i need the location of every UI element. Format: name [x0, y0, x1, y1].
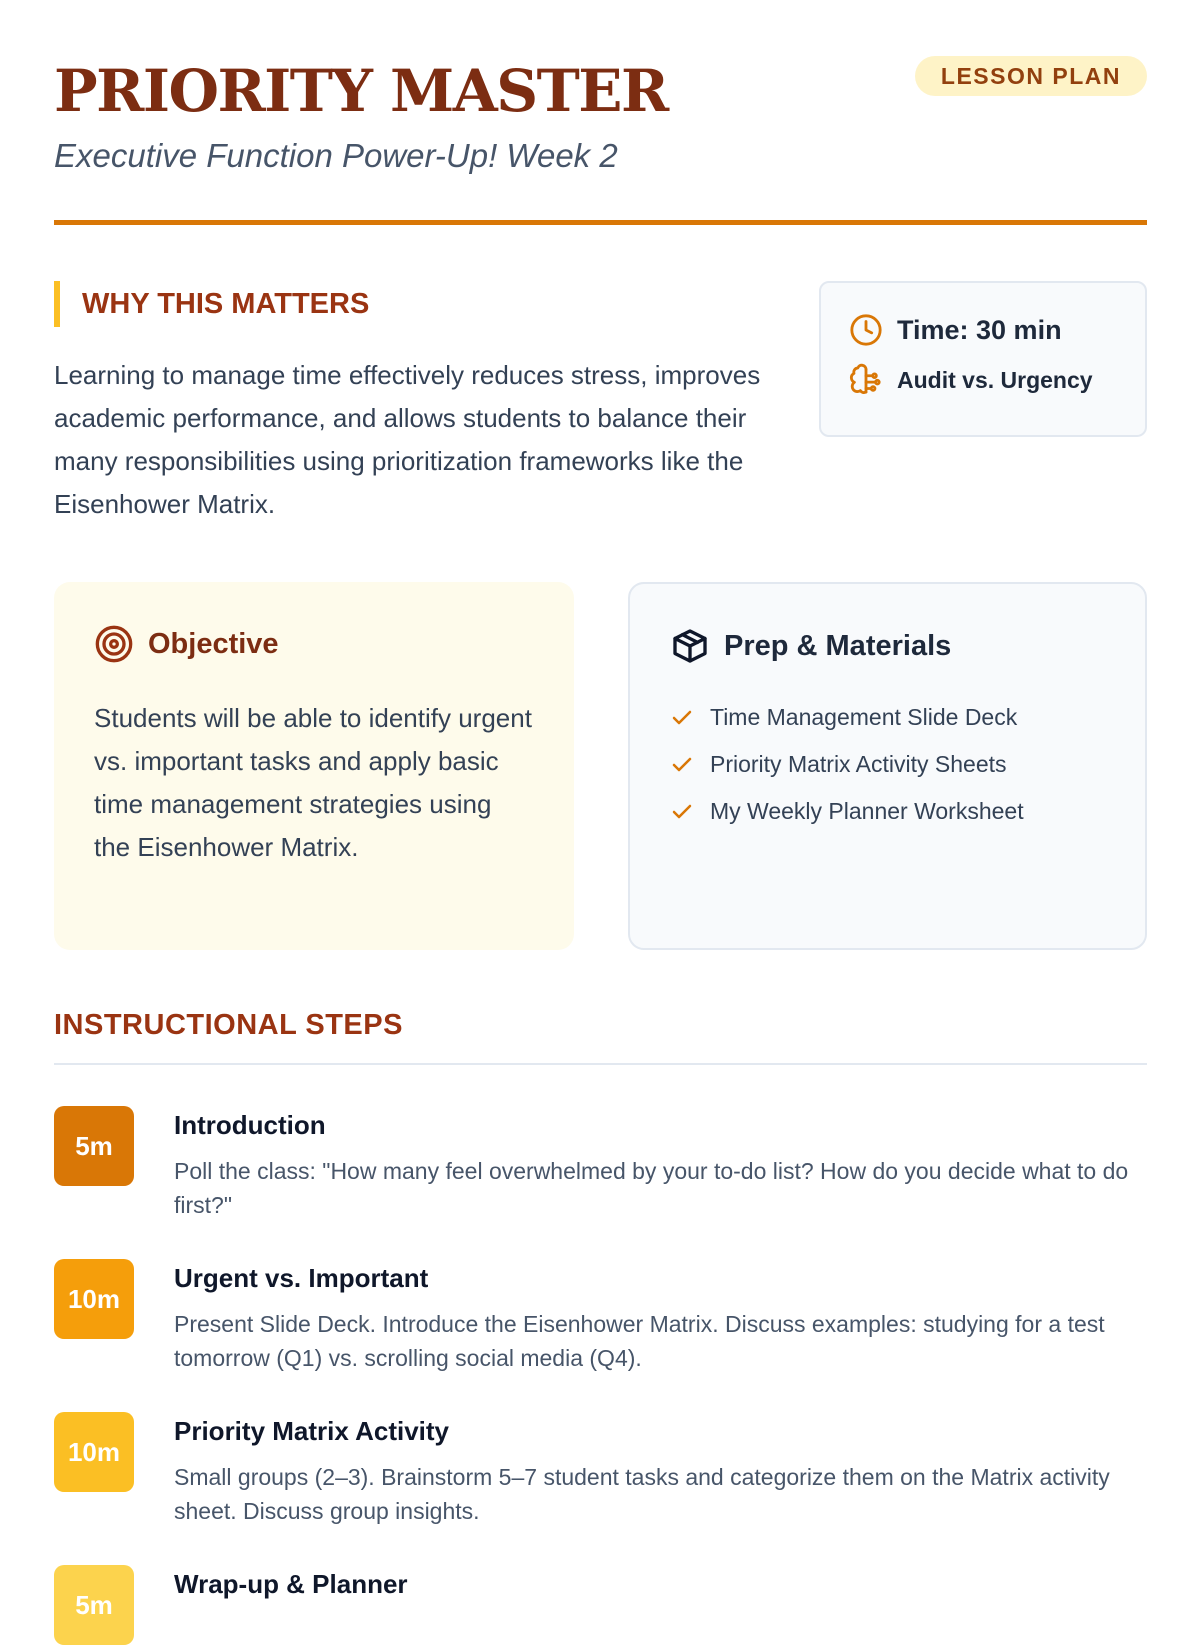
header	[54, 56, 1147, 226]
list-item	[670, 694, 1024, 741]
lesson-info-card	[819, 281, 1147, 437]
materials-list	[670, 694, 1024, 835]
why-heading: WHY THIS MATTERS	[54, 281, 369, 327]
lesson-plan-badge: LESSON PLAN	[915, 56, 1147, 96]
step-description: Small groups (2–3). Brainstorm 5–7 student tasks and categorize them on the Matrix activity sheet. Discuss group insights.	[174, 1464, 1110, 1524]
step-description: Present Slide Deck. Introduce the Eisenhower Matrix. Discuss examples: studying for a test tomorrow (Q1) vs. scrolling social media (Q4).	[174, 1311, 1105, 1371]
list-item	[670, 741, 1024, 788]
objective-card	[54, 582, 574, 950]
why-text: Learning to manage time effectively reduces stress, improves academic performance, and allows students to balance their many responsibilities using prioritization frameworks like the Eisenhower Matrix.	[54, 360, 761, 519]
step-duration-badge: 5m	[54, 1106, 134, 1186]
step-description: Poll the class: "How many feel overwhelmed by your to-do list? How do you decide what to do first?"	[174, 1158, 1129, 1218]
step-duration-badge: 10m	[54, 1412, 134, 1492]
step-title: Wrap-up & Planner	[174, 1569, 408, 1599]
prep-materials-card	[628, 582, 1147, 950]
focus-label: Audit vs. Urgency	[897, 366, 1093, 393]
objective-title: Objective	[148, 627, 279, 660]
page-subtitle: Executive Function Power-Up! Week 2	[54, 137, 618, 174]
step-duration-badge: 10m	[54, 1259, 134, 1339]
step-title: Priority Matrix Activity	[174, 1416, 450, 1446]
brain-icon	[849, 363, 883, 397]
steps-divider	[54, 1063, 1147, 1065]
step-title: Urgent vs. Important	[174, 1263, 429, 1293]
time-row	[849, 313, 1062, 347]
material-label: My Weekly Planner Worksheet	[710, 798, 1024, 824]
box-icon	[670, 626, 710, 666]
check-icon	[670, 753, 694, 777]
page-title: PRIORITY MASTER	[54, 57, 668, 125]
target-icon	[94, 624, 134, 664]
check-icon	[670, 800, 694, 824]
step-title: Introduction	[174, 1110, 326, 1140]
focus-row	[849, 363, 1093, 397]
prep-header	[670, 626, 951, 666]
objective-text: Students will be able to identify urgent vs. important tasks and apply basic time management strategies using the Eisenhower Matrix.	[94, 703, 532, 862]
time-label: Time: 30 min	[897, 314, 1062, 345]
header-divider	[54, 220, 1147, 225]
lesson-plan-page	[54, 0, 1147, 1620]
clock-icon	[849, 313, 883, 347]
material-label: Time Management Slide Deck	[710, 704, 1018, 730]
steps-heading: INSTRUCTIONAL STEPS	[54, 1009, 403, 1041]
check-icon	[670, 706, 694, 730]
material-label: Priority Matrix Activity Sheets	[710, 751, 1007, 777]
prep-title: Prep & Materials	[724, 629, 952, 662]
objective-header	[94, 624, 279, 664]
step-duration-badge: 5m	[54, 1565, 134, 1645]
list-item	[670, 788, 1024, 835]
